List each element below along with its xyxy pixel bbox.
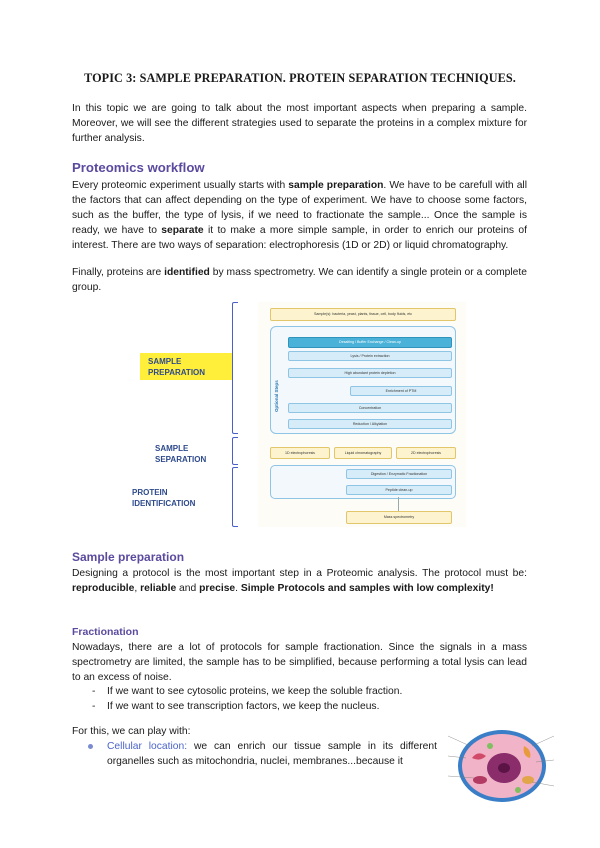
play-intro: For this, we can play with: bbox=[72, 726, 191, 737]
box-ptm: Enrichment of PTM bbox=[350, 386, 452, 396]
heading-sample-preparation: Sample preparation bbox=[72, 550, 185, 564]
dash-marker: - bbox=[92, 701, 96, 712]
heading-fractionation: Fractionation bbox=[72, 626, 139, 638]
heading-proteomics-workflow: Proteomics workflow bbox=[72, 160, 205, 175]
bullet-text: Cellular location: we can enrich our tissue sample in its different organelles such as mitochondria, nuclei, membranes...because it bbox=[107, 741, 437, 767]
bullet-dot bbox=[88, 744, 93, 749]
list-item-text: If we want to see cytosolic proteins, we keep the soluble fraction. bbox=[107, 686, 403, 697]
arrow-to-ms bbox=[398, 497, 399, 511]
workflow-paragraph-1: Every proteomic experiment usually starts with sample preparation. We have to be carefull with all the factors that can affect depending on the type of experiment. We have to choose some factors, such as the buffer, the type of lysis, if we need to fractionate the sample... Once the sample is ready, we have to separate it to make a more simple sample, in order to enrich our proteins of interest. There are two ways of separation: electrophoresis (1D or 2D) or liquid chromatography. bbox=[72, 180, 527, 251]
workflow-paragraph-2: Finally, proteins are identified by mass spectrometry. We can identify a single protein or a complete group. bbox=[72, 267, 527, 293]
brace-preparation bbox=[232, 302, 238, 434]
box-sample: Sample(s): bacteria, yeast, plants, tissue, cell, body fluids, etc bbox=[270, 308, 456, 321]
brace-separation bbox=[232, 437, 238, 465]
box-lysis: Lysis / Protein extraction bbox=[288, 351, 452, 361]
optional-steps-label: Optional Steps bbox=[274, 380, 279, 412]
list-item-text: If we want to see transcription factors, we keep the nucleus. bbox=[107, 701, 380, 712]
label-protein-identification: PROTEIN IDENTIFICATION bbox=[132, 488, 196, 508]
workflow-diagram bbox=[258, 302, 466, 527]
brace-identification bbox=[232, 467, 238, 527]
dash-marker: - bbox=[92, 686, 96, 697]
box-digestion: Digestion / Enzymatic Fractionation bbox=[346, 469, 452, 479]
box-high-abundant: High abundant protein depletion bbox=[288, 368, 452, 378]
box-desalting: Desalting / Buffer Exchange / Clean-up bbox=[288, 337, 452, 348]
box-2d-gel: 2D electrophoresis bbox=[396, 447, 456, 459]
box-lc: Liquid chromatography bbox=[334, 447, 392, 459]
box-concentration: Concentration bbox=[288, 403, 452, 413]
label-sample-preparation: SAMPLE PREPARATION bbox=[148, 357, 206, 377]
intro-paragraph: In this topic we are going to talk about the most important aspects when preparing a sample. Moreover, we will see the different strategies used to separate the proteins in a complex mixture for further analysis. bbox=[72, 103, 527, 144]
box-1d-gel: 1D electrophoresis bbox=[270, 447, 330, 459]
box-reduction: Reduction / Alkylation bbox=[288, 419, 452, 429]
label-sample-separation: SAMPLE SEPARATION bbox=[155, 444, 207, 464]
box-mass-spec: Mass spectrometry bbox=[346, 511, 452, 524]
page-title: TOPIC 3: SAMPLE PREPARATION. PROTEIN SEPARATION TECHNIQUES. bbox=[84, 71, 516, 85]
sample-prep-paragraph: Designing a protocol is the most important step in a Proteomic analysis. The protocol must be: reproducible, reliable and precise. Simple Protocols and samples with low complexity! bbox=[72, 568, 527, 594]
box-cleanup: Peptide clean-up bbox=[346, 485, 452, 495]
fractionation-paragraph: Nowadays, there are a lot of protocols for sample fractionation. Since the signals in a mass spectrometry are limited, the sample has to be simplified, because performing a total lysis can lead to an excess of noise. bbox=[72, 642, 527, 683]
animal-cell-image bbox=[446, 716, 556, 808]
